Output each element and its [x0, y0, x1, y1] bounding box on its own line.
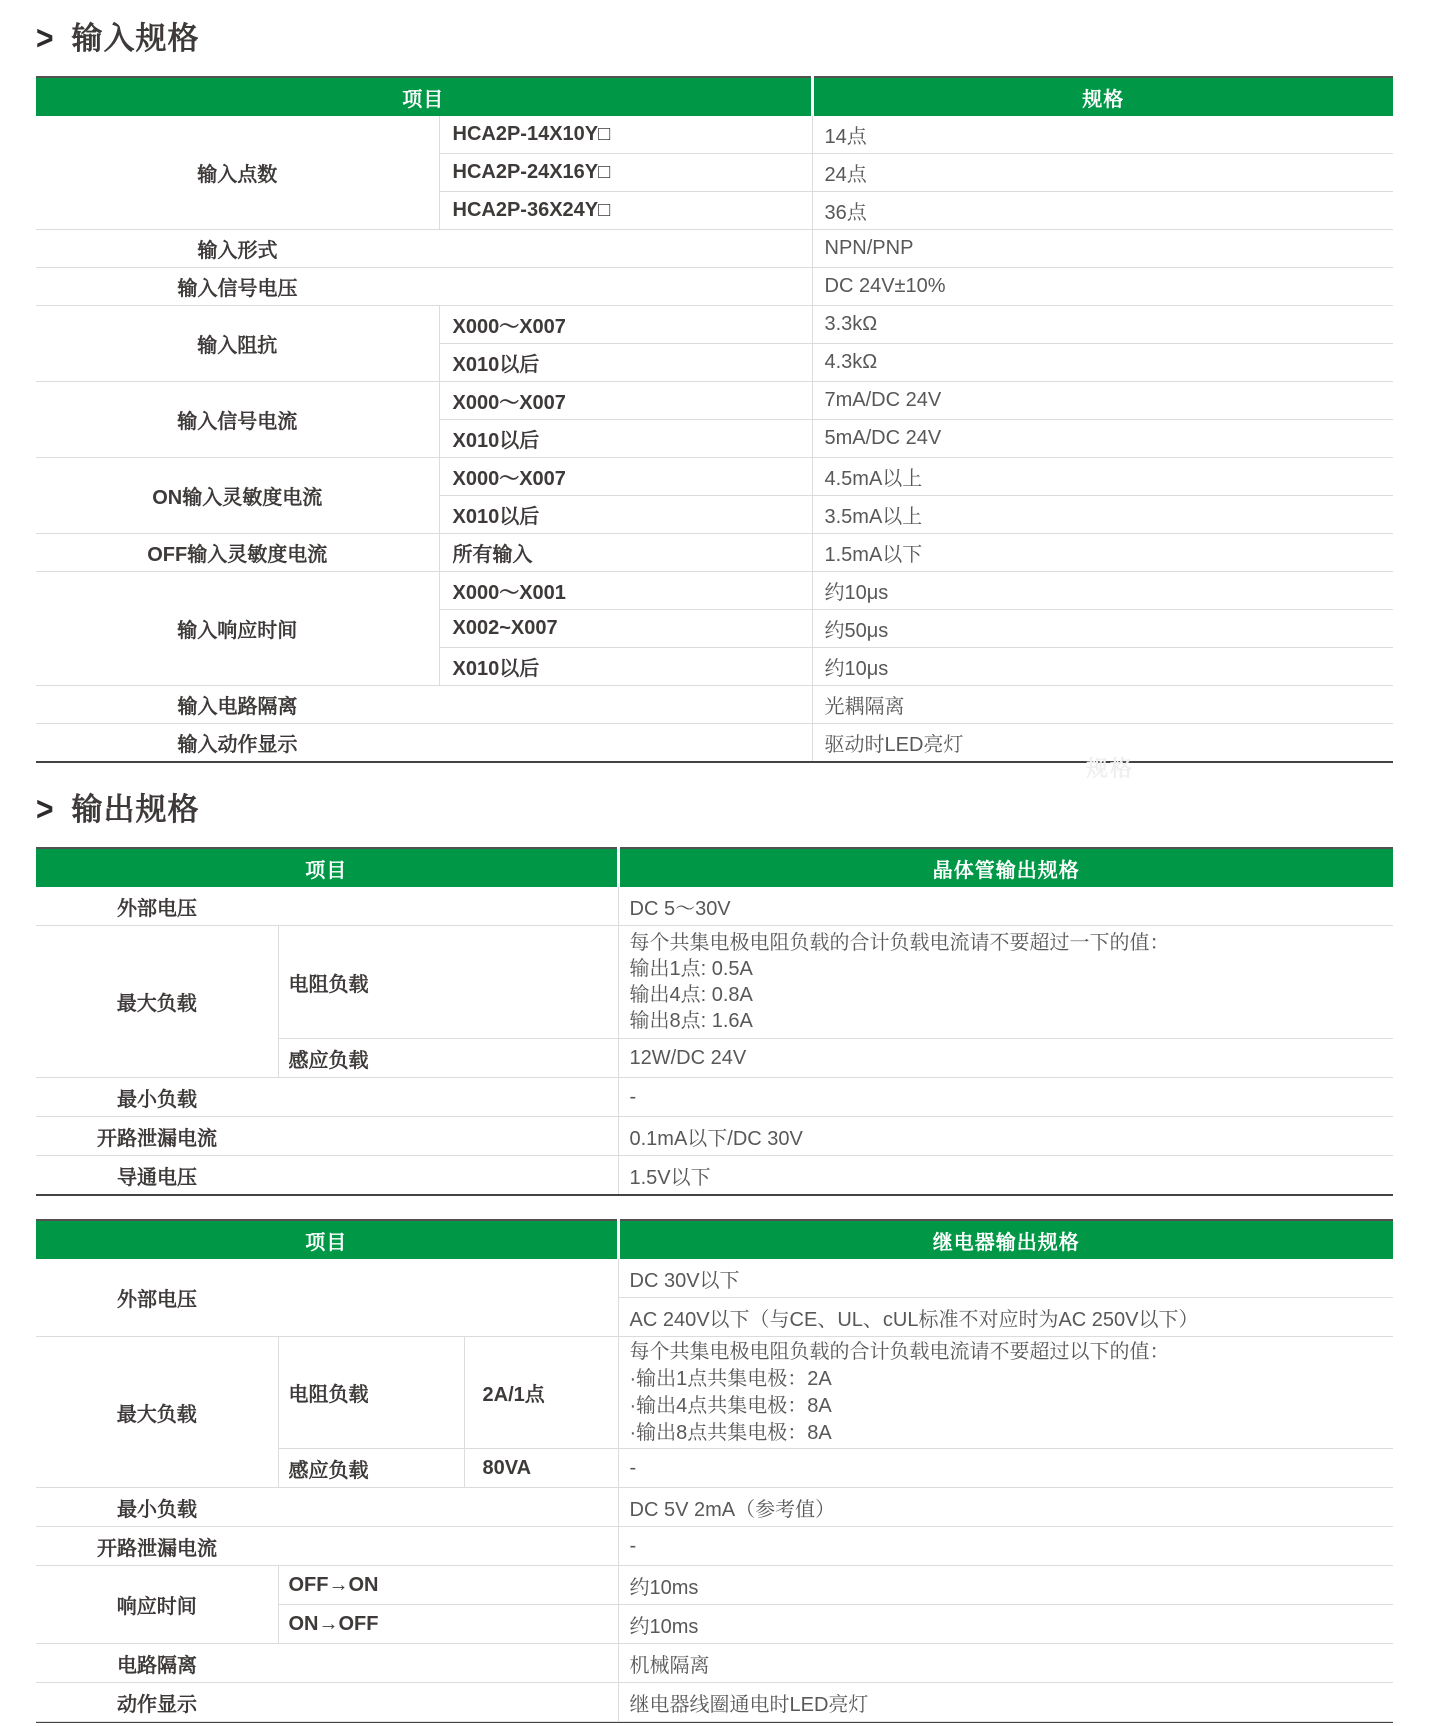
- section-heading-output: [36, 790, 200, 829]
- cell-label: 输入响应时间: [36, 572, 439, 686]
- cell-label: 最大负载: [36, 1337, 278, 1488]
- cell-spec: DC 5〜30V: [618, 887, 1393, 926]
- cell-spec: DC 5V 2mA（参考值）: [618, 1488, 1393, 1527]
- table-row: [36, 306, 1393, 344]
- cell-spec: 4.5mA以上: [812, 458, 1393, 496]
- cell-label: ON输入灵敏度电流: [36, 458, 439, 534]
- cell-label: 电路隔离: [36, 1644, 618, 1683]
- cell-spec: 12W/DC 24V: [618, 1039, 1393, 1078]
- cell-sub: X002~X007: [439, 610, 812, 648]
- cell-sub: HCA2P-14X10Y□: [439, 116, 812, 154]
- cell-spec: 24点: [812, 154, 1393, 192]
- cell-label: 动作显示: [36, 1683, 618, 1723]
- cell-sub: X000〜X007: [439, 458, 812, 496]
- transistor-spec-table: [36, 847, 1393, 1196]
- cell-label: 输入信号电压: [36, 268, 812, 306]
- table-header-row: [36, 848, 1393, 887]
- cell-sub: 电阻负载: [278, 1337, 464, 1449]
- cell-sub: HCA2P-36X24Y□: [439, 192, 812, 230]
- cell-sub2: 80VA: [464, 1449, 618, 1488]
- cell-spec: 每个共集电极电阻负载的合计负载电流请不要超过以下的值： ·输出1点共集电极：2A ·输出4点共集电极：8A ·输出8点共集电极：8A: [618, 1337, 1393, 1449]
- table-row: [36, 268, 1393, 306]
- cell-sub: X000〜X007: [439, 382, 812, 420]
- cell-label: 输入电路隔离: [36, 686, 812, 724]
- cell-sub: X000〜X007: [439, 306, 812, 344]
- cell-label: 响应时间: [36, 1566, 278, 1644]
- cell-spec: 每个共集电极电阻负载的合计负载电流请不要超过一下的值： 输出1点: 0.5A 输出4点: 0.8A 输出8点: 1.6A: [618, 926, 1393, 1039]
- cell-sub: ON→OFF: [278, 1605, 618, 1644]
- section-heading-output-label: 输出规格: [71, 792, 200, 827]
- table-row: [36, 1683, 1393, 1723]
- cell-sub: X010以后: [439, 648, 812, 686]
- cell-spec: 约10ms: [618, 1605, 1393, 1644]
- cell-sub: HCA2P-24X16Y□: [439, 154, 812, 192]
- cell-sub: 电阻负载: [278, 926, 618, 1039]
- input-spec-table: [36, 76, 1393, 763]
- cell-spec: 3.3kΩ: [812, 306, 1393, 344]
- table-row: [36, 1527, 1393, 1566]
- cell-spec: 36点: [812, 192, 1393, 230]
- table-row: [36, 1488, 1393, 1527]
- cell-spec: 机械隔离: [618, 1644, 1393, 1683]
- cell-label: 最大负载: [36, 926, 278, 1078]
- table-row: [36, 887, 1393, 926]
- table-row: [36, 1337, 1393, 1449]
- section-heading-input-label: 输入规格: [71, 21, 200, 56]
- cell-sub: 感应负载: [278, 1449, 464, 1488]
- cell-label: 输入阻抗: [36, 306, 439, 382]
- cell-label: 最小负载: [36, 1488, 618, 1527]
- section-heading-input: [36, 19, 200, 58]
- cell-label: 输入动作显示: [36, 724, 812, 763]
- table-row: [36, 1259, 1393, 1298]
- cell-sub: X010以后: [439, 420, 812, 458]
- relay-spec-table: [36, 1219, 1393, 1723]
- cell-spec: 1.5mA以下: [812, 534, 1393, 572]
- watermark: 规格: [1086, 756, 1135, 781]
- table-row: [36, 572, 1393, 610]
- cell-sub2: 2A/1点: [464, 1337, 618, 1449]
- cell-sub: X000〜X001: [439, 572, 812, 610]
- table-row: [36, 1156, 1393, 1196]
- page-bottom-rule: [36, 1721, 1393, 1722]
- cell-spec: 1.5V以下: [618, 1156, 1393, 1196]
- cell-spec: 驱动时LED亮灯: [812, 724, 1393, 763]
- cell-spec: 约50μs: [812, 610, 1393, 648]
- cell-spec: -: [618, 1078, 1393, 1117]
- table-row: [36, 724, 1393, 763]
- cell-spec: 约10ms: [618, 1566, 1393, 1605]
- cell-label: 输入形式: [36, 230, 812, 268]
- cell-label: 外部电压: [36, 1259, 618, 1337]
- cell-spec: 7mA/DC 24V: [812, 382, 1393, 420]
- col-header-item: 项目: [36, 848, 618, 887]
- col-header-spec: 继电器输出规格: [618, 1220, 1393, 1259]
- cell-spec: 4.3kΩ: [812, 344, 1393, 382]
- cell-spec: DC 24V±10%: [812, 268, 1393, 306]
- cell-sub: X010以后: [439, 344, 812, 382]
- cell-spec: AC 240V以下（与CE、UL、cUL标准不对应时为AC 250V以下）: [618, 1298, 1393, 1337]
- table-row: [36, 1078, 1393, 1117]
- cell-label: 最小负载: [36, 1078, 618, 1117]
- cell-label: 输入信号电流: [36, 382, 439, 458]
- cell-sub: 所有输入: [439, 534, 812, 572]
- chevron-right-icon: >: [36, 19, 54, 58]
- cell-label: 输入点数: [36, 116, 439, 230]
- cell-spec: 约10μs: [812, 572, 1393, 610]
- table-header-row: [36, 77, 1393, 116]
- table-row: [36, 534, 1393, 572]
- table-row: [36, 116, 1393, 154]
- cell-label: 开路泄漏电流: [36, 1527, 618, 1566]
- cell-spec: 0.1mA以下/DC 30V: [618, 1117, 1393, 1156]
- table-row: [36, 1117, 1393, 1156]
- cell-spec: 继电器线圈通电时LED亮灯: [618, 1683, 1393, 1723]
- chevron-right-icon: >: [36, 790, 54, 829]
- cell-spec: DC 30V以下: [618, 1259, 1393, 1298]
- cell-label: 导通电压: [36, 1156, 618, 1196]
- cell-spec: 约10μs: [812, 648, 1393, 686]
- cell-spec: NPN/PNP: [812, 230, 1393, 268]
- cell-label: OFF输入灵敏度电流: [36, 534, 439, 572]
- table-row: [36, 686, 1393, 724]
- table-row: [36, 382, 1393, 420]
- cell-sub: 感应负载: [278, 1039, 618, 1078]
- cell-spec: -: [618, 1527, 1393, 1566]
- cell-spec: 14点: [812, 116, 1393, 154]
- col-header-spec: 规格: [812, 77, 1393, 116]
- col-header-item: 项目: [36, 1220, 618, 1259]
- cell-spec: 光耦隔离: [812, 686, 1393, 724]
- table-row: [36, 458, 1393, 496]
- col-header-spec: 晶体管输出规格: [618, 848, 1393, 887]
- cell-spec: 3.5mA以上: [812, 496, 1393, 534]
- col-header-item: 项目: [36, 77, 812, 116]
- cell-spec: -: [618, 1449, 1393, 1488]
- table-row: [36, 230, 1393, 268]
- cell-spec: 5mA/DC 24V: [812, 420, 1393, 458]
- table-header-row: [36, 1220, 1393, 1259]
- cell-sub: X010以后: [439, 496, 812, 534]
- table-row: [36, 1566, 1393, 1605]
- table-row: [36, 926, 1393, 1039]
- cell-label: 外部电压: [36, 887, 618, 926]
- cell-sub: OFF→ON: [278, 1566, 618, 1605]
- cell-label: 开路泄漏电流: [36, 1117, 618, 1156]
- table-row: [36, 1644, 1393, 1683]
